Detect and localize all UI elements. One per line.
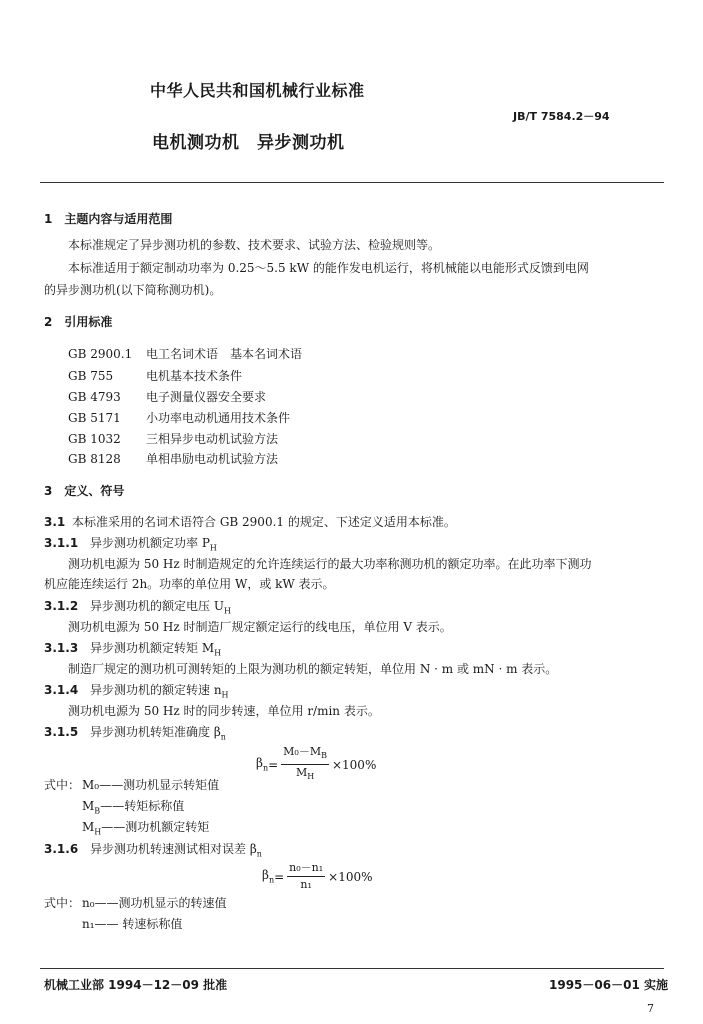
org-title: 中华人民共和国机械行业标准 [150, 81, 365, 100]
where-label: 式中： [44, 778, 81, 792]
clause-number: 3.1.5 [44, 725, 79, 739]
formula-lhs: $\beta_n$ [256, 756, 269, 773]
formula-speed-error [262, 861, 373, 892]
ref-code: GB 5171 [68, 411, 121, 425]
document-title: 电机测功机 异步测功机 [152, 133, 345, 153]
formula-numerator: $M_0-M_B$ [281, 745, 329, 765]
ref-code: GB 4793 [68, 390, 121, 404]
clause-para: 机应能连续运行 2h。功率的单位用 W，或 kW 表示。 [44, 577, 335, 591]
ref-title: 电工名词术语 基本名词术语 [146, 347, 303, 361]
clause-number: 3.1.6 [44, 842, 79, 856]
section-2-heading: 2 引用标准 [44, 315, 113, 329]
ref-title: 小功率电动机通用技术条件 [146, 411, 291, 425]
section-1-heading: 1 主题内容与适用范围 [44, 212, 173, 226]
clause-para: 测功机电源为 50 Hz 时制造厂规定额定运行的线电压，单位用 V 表示。 [68, 620, 452, 634]
clause-title: 异步测功机额定功率 $P_H$ [90, 536, 217, 553]
clause-number: 3.1.1 [44, 536, 79, 550]
formula-equals: = [268, 757, 279, 772]
formula-equals: = [274, 869, 285, 884]
clause-title: 异步测功机转矩准确度 $\beta_n$ [90, 725, 226, 742]
formula-denominator: n₁ [300, 878, 312, 891]
formula-numerator: n₀－n₁ [287, 861, 325, 877]
formula-torque-accuracy [256, 745, 376, 784]
clause-number: 3.1 [44, 515, 66, 529]
ref-code: GB 8128 [68, 452, 121, 466]
symbol-definition: $M_H——$测功机额定转矩 [82, 820, 210, 837]
symbol-definition: n₁—— 转速标称值 [82, 917, 183, 931]
clause-number: 3.1.2 [44, 599, 79, 613]
clause-number: 3.1.3 [44, 641, 79, 655]
clause-number: 3.1.4 [44, 683, 79, 697]
clause-text: 本标准采用的名词术语符合 GB 2900.1 的规定、下述定义适用本标准。 [72, 515, 456, 529]
section-3-heading: 3 定义、符号 [44, 484, 125, 498]
symbol-definition: M₀——测功机显示转矩值 [82, 778, 220, 792]
clause-title: 异步测功机的额定电压 $U_H$ [90, 599, 231, 616]
section-1-para-1: 本标准规定了异步测功机的参数、技术要求、试验方法、检验规则等。 [68, 238, 441, 252]
section-1-para-2-line-2: 的异步测功机(以下简称测功机)。 [44, 283, 222, 297]
formula-denominator: $M_H$ [295, 766, 315, 782]
ref-code: GB 755 [68, 369, 114, 383]
ref-title: 三相异步电动机试验方法 [146, 432, 279, 446]
section-1-para-2-line-1: 本标准适用于额定制动功率为 0.25～5.5 kW 的能作发电机运行，将机械能以电能形式反馈到电网 [68, 261, 589, 275]
effective-date: 1995－06－01 实施 [549, 978, 668, 992]
ref-title: 电机基本技术条件 [146, 369, 243, 383]
symbol-definition: n₀——测功机显示的转速值 [82, 896, 227, 910]
page-number: 7 [647, 1002, 654, 1015]
formula-rhs: ×100% [328, 869, 373, 884]
formula-rhs: ×100% [331, 757, 377, 772]
ref-title: 单相串励电动机试验方法 [146, 452, 279, 466]
header-rule [40, 182, 664, 183]
where-label: 式中： [44, 896, 81, 910]
standard-number: JB/T 7584.2－94 [513, 110, 610, 123]
ref-code: GB 1032 [68, 432, 121, 446]
formula-lhs: $\beta_n$ [262, 868, 275, 885]
clause-para: 测功机电源为 50 Hz 时制造规定的允许连续运行的最大功率称测功机的额定功率。在此功率下测功 [68, 557, 592, 571]
footer-rule [40, 968, 664, 969]
ref-title: 电子测量仪器安全要求 [146, 390, 267, 404]
clause-title: 异步测功机的额定转速 $n_H$ [90, 683, 229, 700]
clause-title: 异步测功机额定转矩 $M_H$ [90, 641, 222, 658]
clause-para: 制造厂规定的测功机可测转矩的上限为测功机的额定转矩，单位用 N · m 或 mN · m 表示。 [68, 662, 558, 676]
clause-title: 异步测功机转速测试相对误差 $\beta_n$ [90, 842, 262, 859]
clause-para: 测功机电源为 50 Hz 时的同步转速，单位用 r/min 表示。 [68, 704, 380, 718]
approval-date: 机械工业部 1994－12－09 批准 [44, 978, 228, 992]
symbol-definition: $M_B——$转矩标称值 [82, 799, 185, 816]
ref-code: GB 2900.1 [68, 347, 133, 361]
